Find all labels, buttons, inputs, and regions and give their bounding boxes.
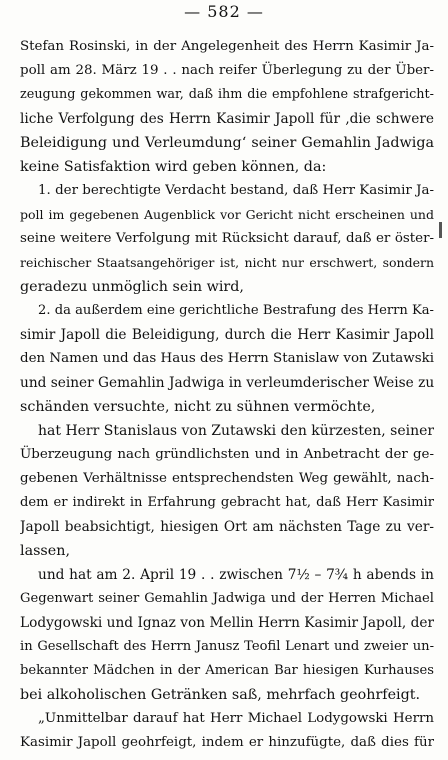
page-edge-mark xyxy=(439,222,442,238)
text-line: dem er indirekt in Erfahrung gebracht hat, daß Herr Kasimir xyxy=(20,495,434,510)
text-line: „Unmittelbar darauf hat Herr Michael Lodygowski Herrn xyxy=(38,711,434,726)
text-line: liche Verfolgung des Herrn Kasimir Japoll für ‚die schwere xyxy=(20,111,434,127)
text-line: in Gesellschaft des Herrn Janusz Teofil Lenart und zweier un- xyxy=(20,639,434,654)
text-line: Lodygowski und Ignaz von Mellin Herrn Kasimir Japoll, der xyxy=(20,615,434,631)
page-number: — 582 — xyxy=(184,2,264,21)
text-line: Gegenwart seiner Gemahlin Jadwiga und der Herren Michael xyxy=(20,591,434,606)
text-line: simir Japoll die Beleidigung, durch die Herr Kasimir Japoll xyxy=(20,327,434,343)
text-line: poll am 28. März 19 . . nach reifer Überlegung zu der Über- xyxy=(20,63,434,78)
text-line: keine Satisfaktion wird geben können, da: xyxy=(20,159,327,175)
text-line: 1. der berechtigte Verdacht bestand, daß Herr Kasimir Ja- xyxy=(38,183,434,198)
text-line: geradezu unmöglich sein wird, xyxy=(20,279,244,295)
text-line: gebenen Verhältnisse entsprechendsten Weg gewählt, nach- xyxy=(20,471,434,486)
text-line: Stefan Rosinski, in der Angelegenheit des Herrn Kasimir Ja- xyxy=(20,39,434,54)
text-line: bekannter Mädchen in der American Bar hiesigen Kurhauses xyxy=(20,663,434,678)
text-line: seine weitere Verfolgung mit Rücksicht darauf, daß er öster- xyxy=(20,231,434,246)
text-line: Japoll beabsichtigt, hiesigen Ort am nächsten Tage zu ver- xyxy=(20,519,434,535)
text-line: reichischer Staatsangehöriger ist, nicht nur erschwert, sondern xyxy=(20,255,434,270)
text-line: Beleidigung und Verleumdung‘ seiner Gemahlin Jadwiga xyxy=(20,135,434,151)
text-line: hat Herr Stanislaus von Zutawski den kürzesten, seiner xyxy=(38,423,434,439)
text-line: schänden versuchte, nicht zu sühnen vermöchte, xyxy=(20,399,376,415)
text-line: Überzeugung nach gründlichsten und in Anbetracht der ge- xyxy=(20,447,434,462)
text-line: und seiner Gemahlin Jadwiga in verleumderischer Weise zu xyxy=(20,375,434,391)
text-line: Kasimir Japoll geohrfeigt, indem er hinzufügte, daß dies für xyxy=(20,735,434,750)
text-line: zeugung gekommen war, daß ihm die empfohlene strafgericht- xyxy=(20,87,434,102)
text-line: den Namen und das Haus des Herrn Stanislaw von Zutawski xyxy=(20,351,434,366)
text-line: und hat am 2. April 19 . . zwischen 7½ – 7¾ h abends in xyxy=(38,567,434,583)
text-line: bei alkoholischen Getränken saß, mehrfach geohrfeigt. xyxy=(20,687,421,703)
text-line: 2. da außerdem eine gerichtliche Bestrafung des Herrn Ka- xyxy=(38,303,434,318)
text-line: poll im gegebenen Augenblick vor Gericht nicht erscheinen und xyxy=(20,207,434,222)
text-line: lassen, xyxy=(20,543,70,559)
